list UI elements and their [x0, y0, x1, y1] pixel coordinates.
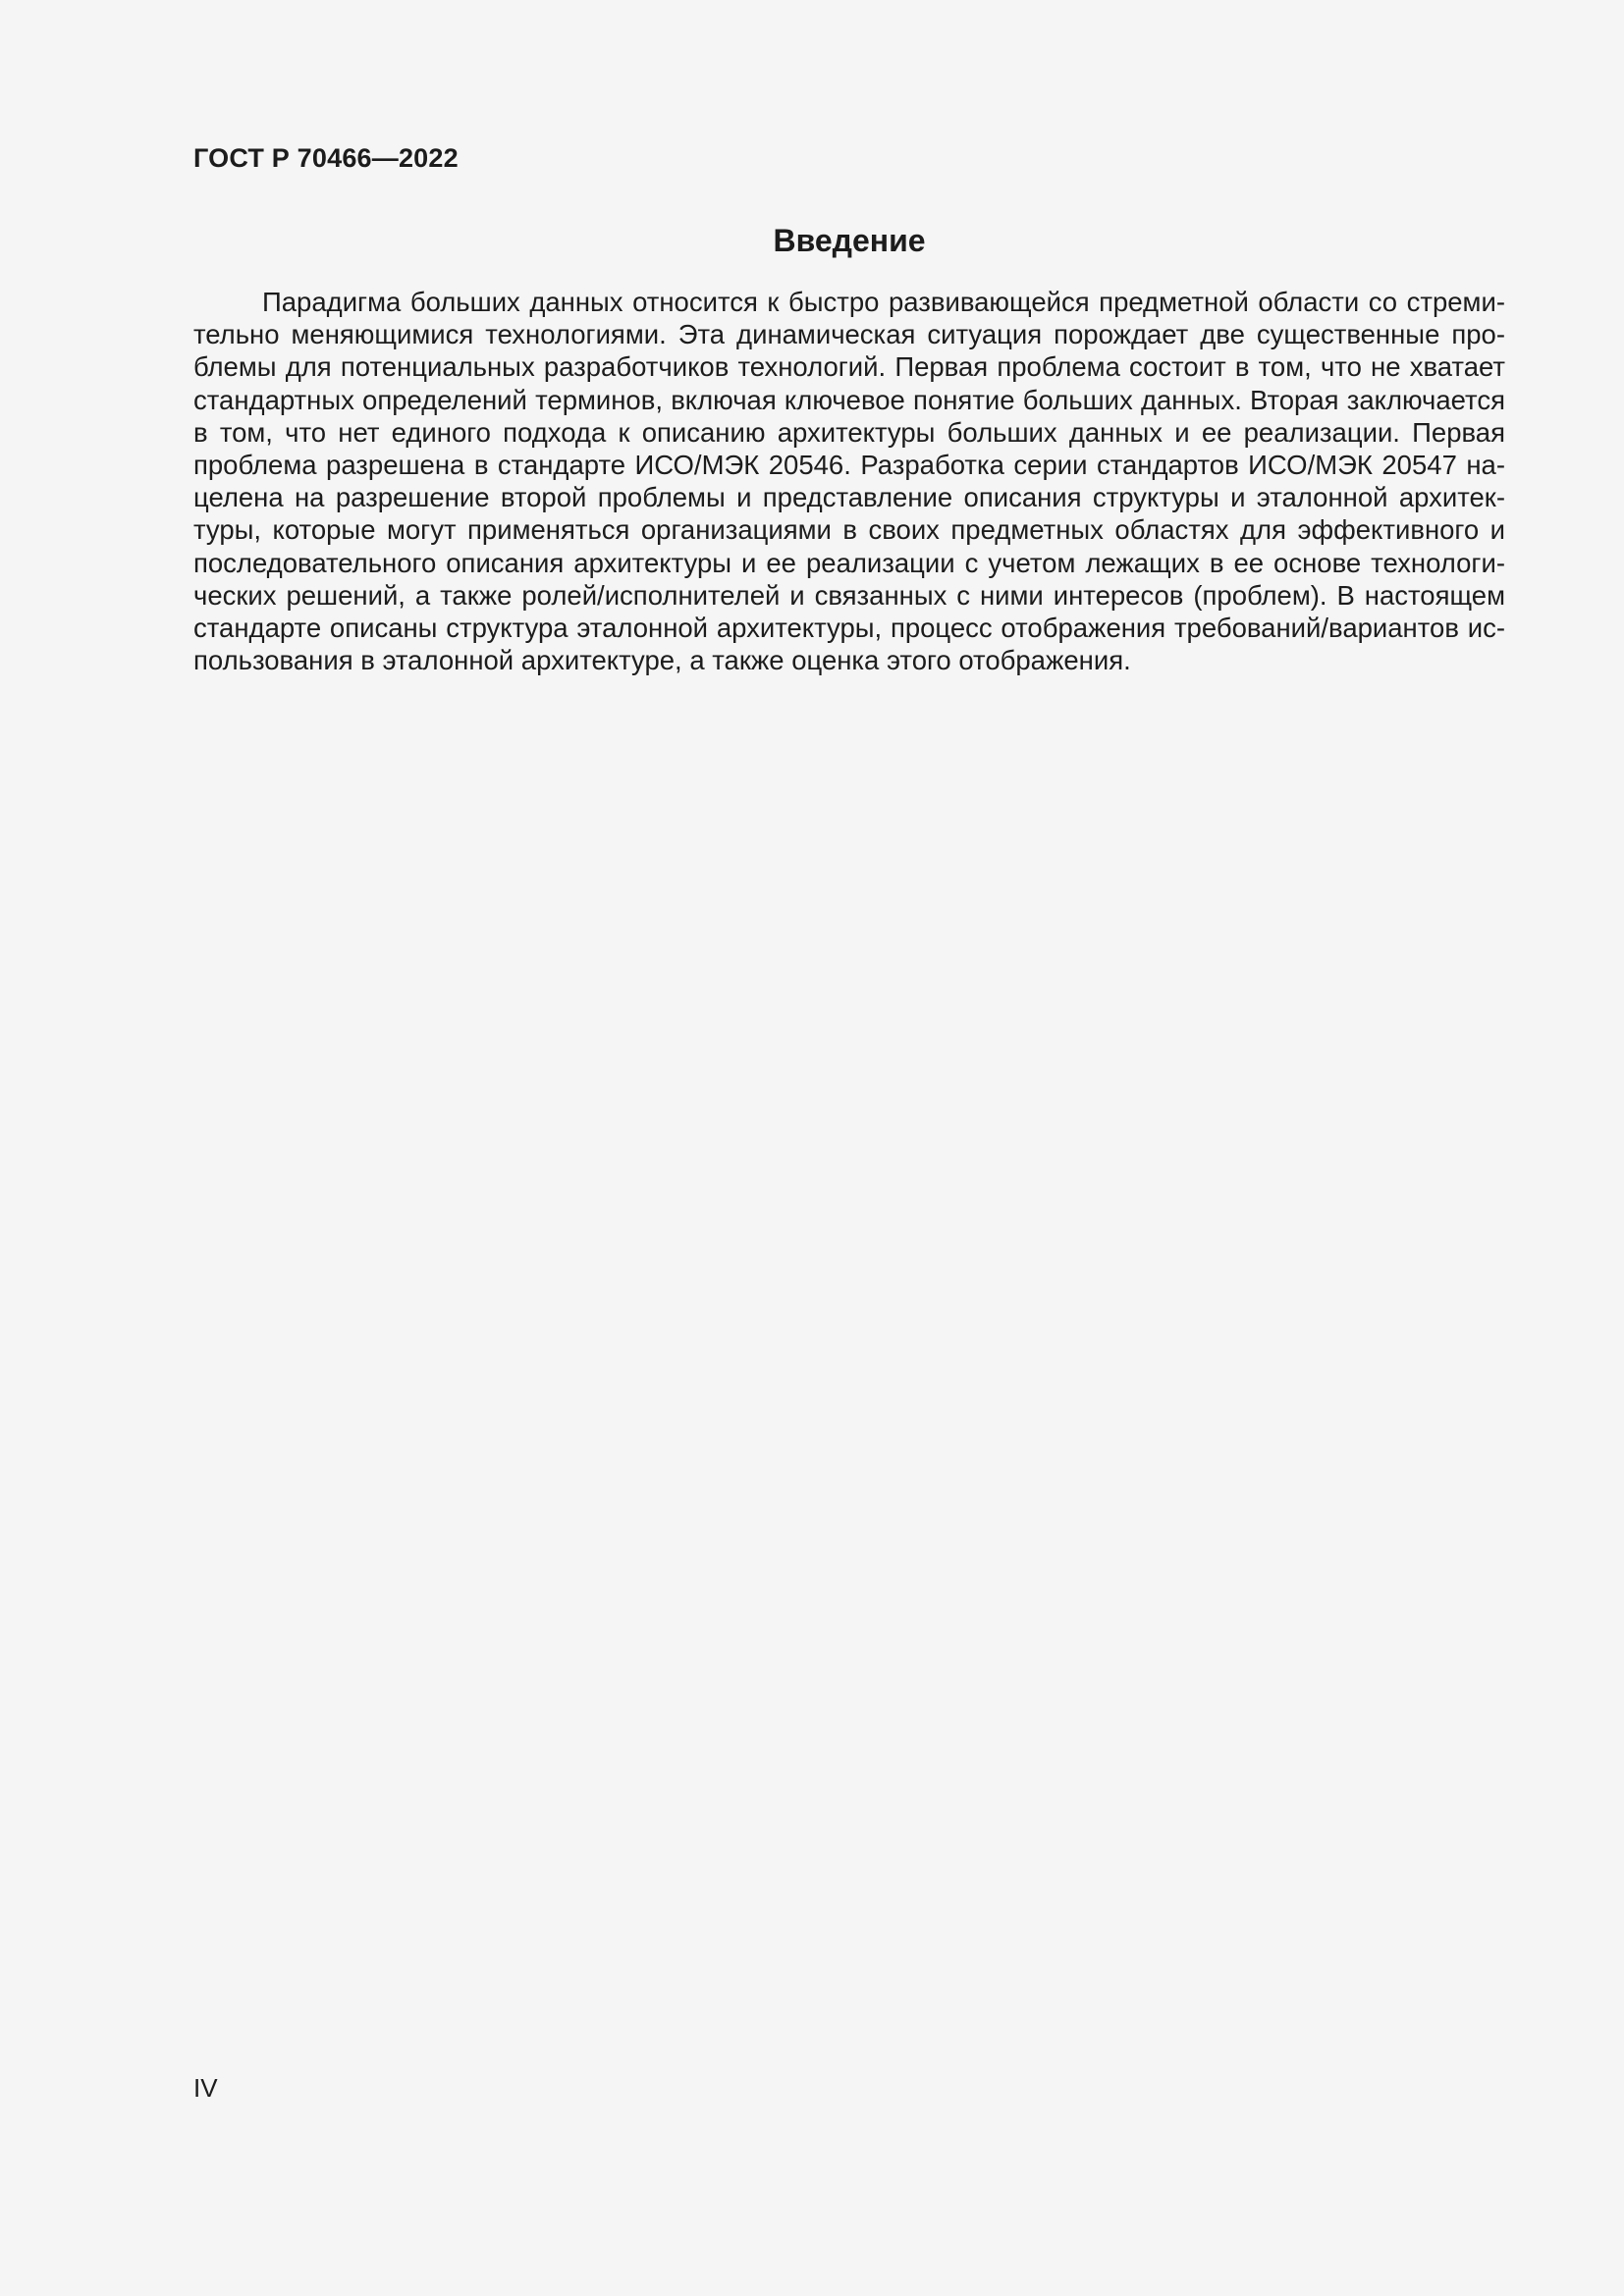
body-paragraph: Парадигма больших данных относится к быстро развивающейся предметной области со стремительно меняющимися технологиями. Эта динамическая ситуация порождает две существенные проблемы для потенциальных разработчиков технологий. Первая проблема состоит в том, что не хватает стандартных определений терминов, включая ключевое понятие больших данных. Вторая заключается в том, что нет единого подхода к описанию архитектуры больших данных и ее реализации. Первая проблема разрешена в стандарте ИСО/МЭК 20546. Разработка серии стандартов ИСО/МЭК 20547 нацелена на разрешение второй проблемы и представление описания структуры и эталонной архитектуры, которые могут применяться организациями в своих предметных областях для эффективного и последовательного описания архитектуры и ее реализации с учетом лежащих в ее основе технологических решений, а также ролей/исполнителей и связанных с ними интересов (проблем). В настоящем стандарте описаны структура эталонной архитектуры, процесс отображения требований/вариантов использования в эталонной архитектуре, а также оценка этого отображения.	[193, 287, 1505, 676]
document-header: ГОСТ Р 70466—2022	[193, 143, 459, 173]
section-title: Введение	[773, 223, 926, 258]
page-number: IV	[193, 2073, 218, 2103]
